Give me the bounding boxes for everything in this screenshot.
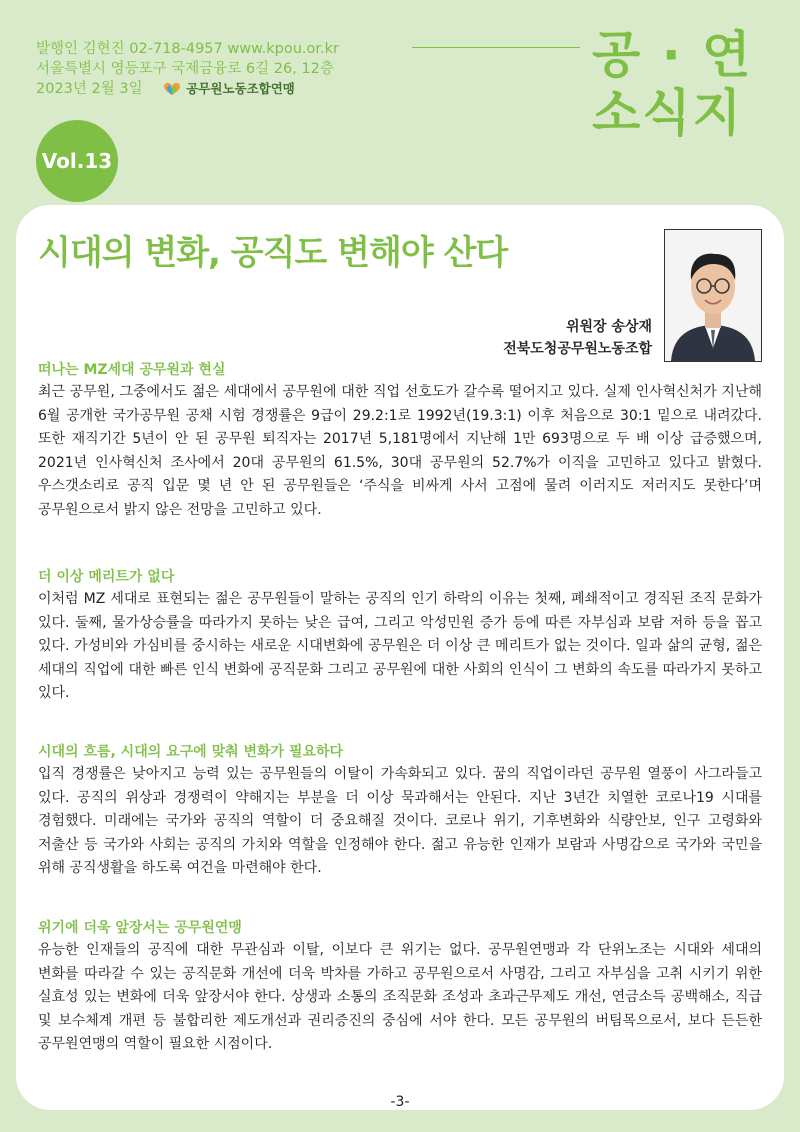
address-line: 서울특별시 영등포구 국제금융로 6길 26, 12층 xyxy=(36,60,334,77)
date-line xyxy=(36,79,339,99)
author-portrait-icon xyxy=(665,230,761,361)
union-logo-icon xyxy=(161,81,183,97)
section-body: 유능한 인재들의 공직에 대한 무관심과 이탈, 이보다 큰 위기는 없다. 공무원연맹과 각 단위노조는 시대와 세대의 변화를 따라갈 수 있는 공직문화 개선에 더욱 박차를 가하고 공무원으로서 사명감, 그리고 자부심을 고취 시키기 위한 실효성 있는 변화에 더욱 앞장서야 한다. 상생과 소통의 조직문화 조성과 초과근무제도 개선, 연금소득 공백해소, 직급 및 보수체계 개편 등 불합리한 제도개선과 권리증진의 중심에 서야 한다. 모든 공무원의 버팀목으로서, 보다 든든한 공무원연맹의 역할이 필요한 시점이다. xyxy=(38,942,762,1052)
header-divider xyxy=(412,47,580,48)
article-section-3 xyxy=(38,741,762,881)
union-logo xyxy=(161,79,295,99)
author-byline xyxy=(503,316,652,360)
brand-line-2: 소식지 xyxy=(592,84,743,142)
article-section-1 xyxy=(38,359,762,522)
newsletter-brand xyxy=(592,26,752,142)
section-heading: 떠나는 MZ세대 공무원과 현실 xyxy=(38,362,226,378)
page-number: -3- xyxy=(390,1094,410,1110)
article-section-4 xyxy=(38,917,762,1057)
article-title: 시대의 변화, 공직도 변해야 산다 xyxy=(38,233,508,273)
section-heading: 위기에 더욱 앞장서는 공무원연맹 xyxy=(38,920,242,936)
newsletter-header xyxy=(0,0,800,205)
issue-date: 2023년 2월 3일 xyxy=(36,80,143,97)
publisher-info xyxy=(36,40,339,99)
union-logo-text: 공무원노동조합연맹 xyxy=(186,81,295,96)
author-organization: 전북도청공무원노동조합 xyxy=(503,341,652,357)
author-photo xyxy=(664,229,762,362)
author-role: 위원장 송상재 xyxy=(565,319,652,335)
section-body: 최근 공무원, 그중에서도 젊은 세대에서 공무원에 대한 직업 선호도가 갈수록 떨어지고 있다. 실제 인사혁신처가 지난해 6월 공개한 국가공무원 공채 시험 경쟁률은 9급이 29.2:1로 1992년(19.3:1) 이후 처음으로 30:1 밑으로 내려갔다. 또한 재직기간 5년이 안 된 공무원 퇴직자는 2017년 5,181명에서 지난해 1만 693명으로 두 배 이상 급증했으며, 2021년 인사혁신처 조사에서 20대 공무원의 61.5%, 30대 공무원의 52.7%가 이직을 고민하고 있다고 밝혔다. 우스갯소리로 공직 입문 몇 년 안 된 공무원들은 ‘주식을 비싸게 사서 고점에 물려 이러지도 저러지도 못한다’며 공무원으로서 밝지 않은 전망을 고민하고 있다. xyxy=(38,384,762,518)
section-heading: 시대의 흐름, 시대의 요구에 맞춰 변화가 필요하다 xyxy=(38,744,344,760)
section-heading: 더 이상 메리트가 없다 xyxy=(38,569,175,585)
volume-badge: Vol.13 xyxy=(36,120,118,202)
section-body: 이처럼 MZ 세대로 표현되는 젊은 공무원들이 말하는 공직의 인기 하락의 이유는 첫째, 폐쇄적이고 경직된 조직 문화가 있다. 둘째, 물가상승률을 따라가지 못하는 낮은 급여, 그리고 악성민원 증가 등에 따른 자부심과 보람 저하 등을 꼽고 있다. 가성비와 가심비를 중시하는 새로운 시대변화에 공무원은 더 이상 큰 메리트가 없는 것이다. 일과 삶의 균형, 젊은 세대의 직업에 대한 빠른 인식 변화에 공직문화 그리고 공무원에 대한 사회의 인식이 그 변화의 속도를 따라가지 못하고 있다. xyxy=(38,591,762,701)
section-body: 입직 경쟁률은 낮아지고 능력 있는 공무원들의 이탈이 가속화되고 있다. 꿈의 직업이라던 공무원 열풍이 사그라들고 있다. 공직의 위상과 경쟁력이 약해지는 부분을 더 이상 묵과해서는 안된다. 지난 3년간 치열한 코로나19 시대를 경험했다. 미래에는 국가와 공직의 역할이 더 중요해질 것이다. 코로나 위기, 기후변화와 식량안보, 인구 고령화와 저출산 등 국가와 사회는 공직의 가치와 역할을 인정해야 한다. 젊고 유능한 인재가 보람과 사명감으로 국가와 국민을 위해 공직생활을 하도록 여건을 마련해야 한다. xyxy=(38,766,762,876)
article-section-2 xyxy=(38,566,762,706)
brand-line-1: 공 · 연 xyxy=(592,26,753,84)
publisher-line: 발행인 김현진 02-718-4957 www.kpou.or.kr xyxy=(36,41,339,57)
